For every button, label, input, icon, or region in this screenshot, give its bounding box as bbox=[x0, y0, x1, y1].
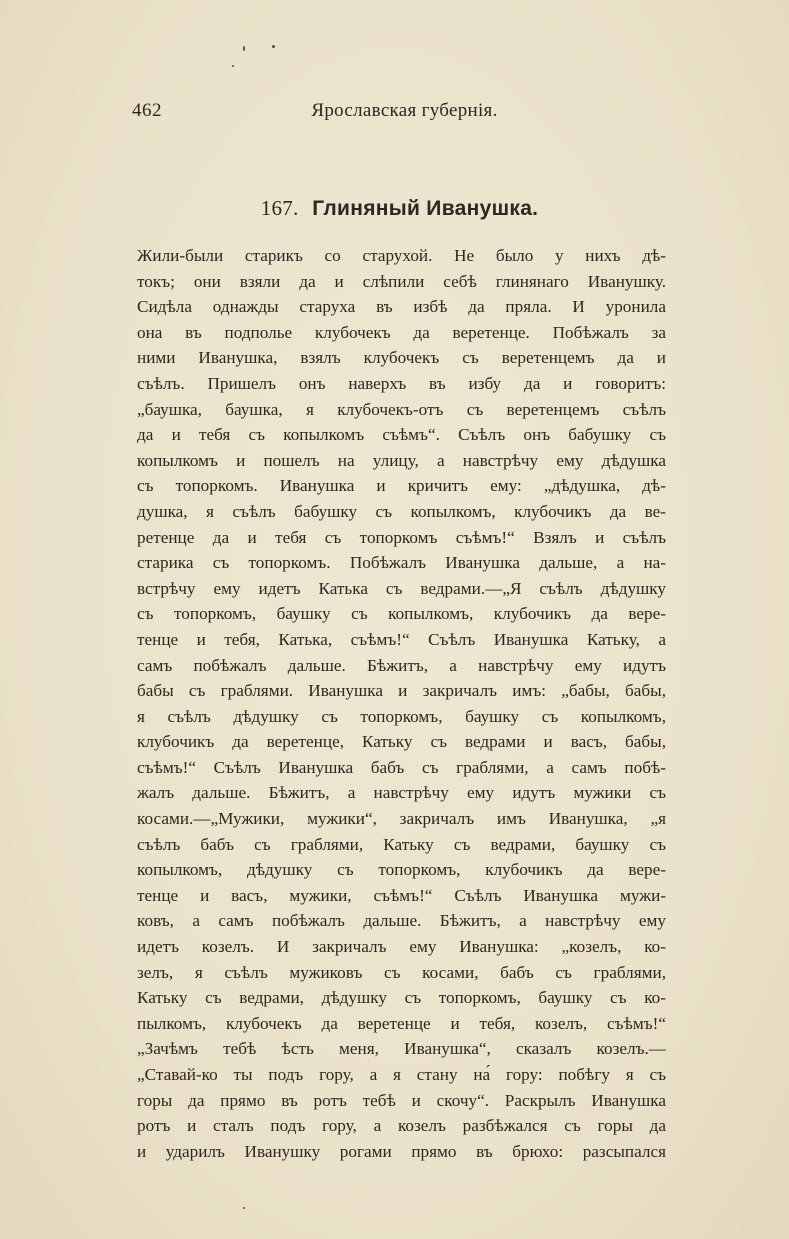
text-line: встрѣчу ему идетъ Катька съ ведрами.—„Я съѣлъ дѣдушку bbox=[137, 578, 666, 598]
text-line: идетъ козелъ. И закричалъ ему Иванушка: „козелъ, ко- bbox=[137, 937, 666, 957]
text-line: съѣлъ. Пришелъ онъ наверхъ въ избу да и говоритъ: bbox=[137, 373, 666, 393]
story-number: 167. bbox=[260, 196, 299, 220]
text-line: и ударилъ Иванушку рогами прямо въ брюхо: разсыпался bbox=[137, 1141, 666, 1161]
text-line: пылкомъ, клубочекъ да веретенце и тебя, козелъ, съѣмъ!“ bbox=[137, 1013, 666, 1033]
story-title bbox=[132, 196, 667, 221]
print-speck bbox=[243, 46, 245, 51]
story-body bbox=[137, 243, 666, 1164]
print-speck bbox=[232, 65, 234, 67]
text-line: тенце и тебя, Катька, съѣмъ!“ Съѣлъ Иванушка Катьку, а bbox=[137, 629, 666, 649]
text-line: копылкомъ и пошелъ на улицу, а навстрѣчу ему дѣдушка bbox=[137, 450, 666, 470]
text-line: старика съ топоркомъ. Побѣжалъ Иванушка дальше, а на- bbox=[137, 553, 666, 573]
text-line: жалъ дальше. Бѣжитъ, а навстрѣчу ему идутъ мужики съ bbox=[137, 783, 666, 803]
text-line: тенце и васъ, мужики, съѣмъ!“ Съѣлъ Иванушка мужи- bbox=[137, 885, 666, 905]
text-line: съѣлъ бабъ съ граблями, Катьку съ ведрами, баушку съ bbox=[137, 834, 666, 854]
page-header bbox=[132, 100, 667, 126]
text-line: ретенце да и тебя съ топоркомъ съѣмъ!“ Взялъ и съѣлъ bbox=[137, 527, 666, 547]
text-line: душка, я съѣлъ бабушку съ копылкомъ, клубочикъ да ве- bbox=[137, 501, 666, 521]
text-line: Сидѣла однажды старуха въ избѣ да пряла. И уронила bbox=[137, 297, 666, 317]
text-line: съ топоркомъ, баушку съ копылкомъ, клубочикъ да вере- bbox=[137, 604, 666, 624]
text-line: съѣмъ!“ Съѣлъ Иванушка бабъ съ граблями, а самъ побѣ- bbox=[137, 757, 666, 777]
text-line: ротъ и сталъ подъ гору, а козелъ разбѣжался съ горы да bbox=[137, 1116, 666, 1136]
text-line: токъ; они взяли да и слѣпили себѣ глинянаго Иванушку. bbox=[137, 271, 666, 291]
text-line: копылкомъ, дѣдушку съ топоркомъ, клубочикъ да вере- bbox=[137, 860, 666, 880]
text-line: бабы съ граблями. Иванушка и закричалъ имъ: „бабы, бабы, bbox=[137, 681, 666, 701]
text-line: „Ставай-ко ты подъ гору, а я стану на́ гору: побѣгу я съ bbox=[137, 1065, 666, 1084]
text-line: да и тебя съ копылкомъ съѣмъ“. Съѣлъ онъ бабушку съ bbox=[137, 425, 666, 445]
print-speck bbox=[243, 1207, 245, 1209]
print-speck bbox=[272, 45, 275, 48]
story-title-text: Глиняный Иванушка. bbox=[312, 197, 539, 220]
text-line: „баушка, баушка, я клубочекъ-отъ съ веретенцемъ съѣлъ bbox=[137, 399, 666, 419]
page-number: 462 bbox=[132, 100, 162, 121]
text-line: я съѣлъ дѣдушку съ топоркомъ, баушку съ копылкомъ, bbox=[137, 706, 666, 726]
text-line: ковъ, а самъ побѣжалъ дальше. Бѣжитъ, а навстрѣчу ему bbox=[137, 911, 666, 931]
text-line: ними Иванушка, взялъ клубочекъ съ веретенцемъ да и bbox=[137, 348, 666, 368]
text-line: она въ подполье клубочекъ да веретенце. Побѣжалъ за bbox=[137, 322, 666, 342]
text-line: клубочикъ да веретенце, Катьку съ ведрами и васъ, бабы, bbox=[137, 732, 666, 752]
text-line: Катьку съ ведрами, дѣдушку съ топоркомъ, баушку съ ко- bbox=[137, 988, 666, 1008]
text-line: „Зачѣмъ тебѣ ѣсть меня, Иванушка“, сказалъ козелъ.— bbox=[137, 1039, 666, 1059]
text-line: съ топоркомъ. Иванушка и кричитъ ему: „дѣдушка, дѣ- bbox=[137, 476, 666, 496]
running-head: Ярославская губернія. bbox=[311, 100, 498, 121]
text-line: косами.—„Мужики, мужики“, закричалъ имъ Иванушка, „я bbox=[137, 809, 666, 829]
text-line: зелъ, я съѣлъ мужиковъ съ косами, бабъ съ граблями, bbox=[137, 962, 666, 982]
text-line: горы да прямо въ ротъ тебѣ и скочу“. Раскрылъ Иванушка bbox=[137, 1090, 666, 1110]
text-line: самъ побѣжалъ дальше. Бѣжитъ, а навстрѣчу ему идутъ bbox=[137, 655, 666, 675]
text-line: Жили-были старикъ со старухой. Не было у нихъ дѣ- bbox=[137, 246, 666, 265]
